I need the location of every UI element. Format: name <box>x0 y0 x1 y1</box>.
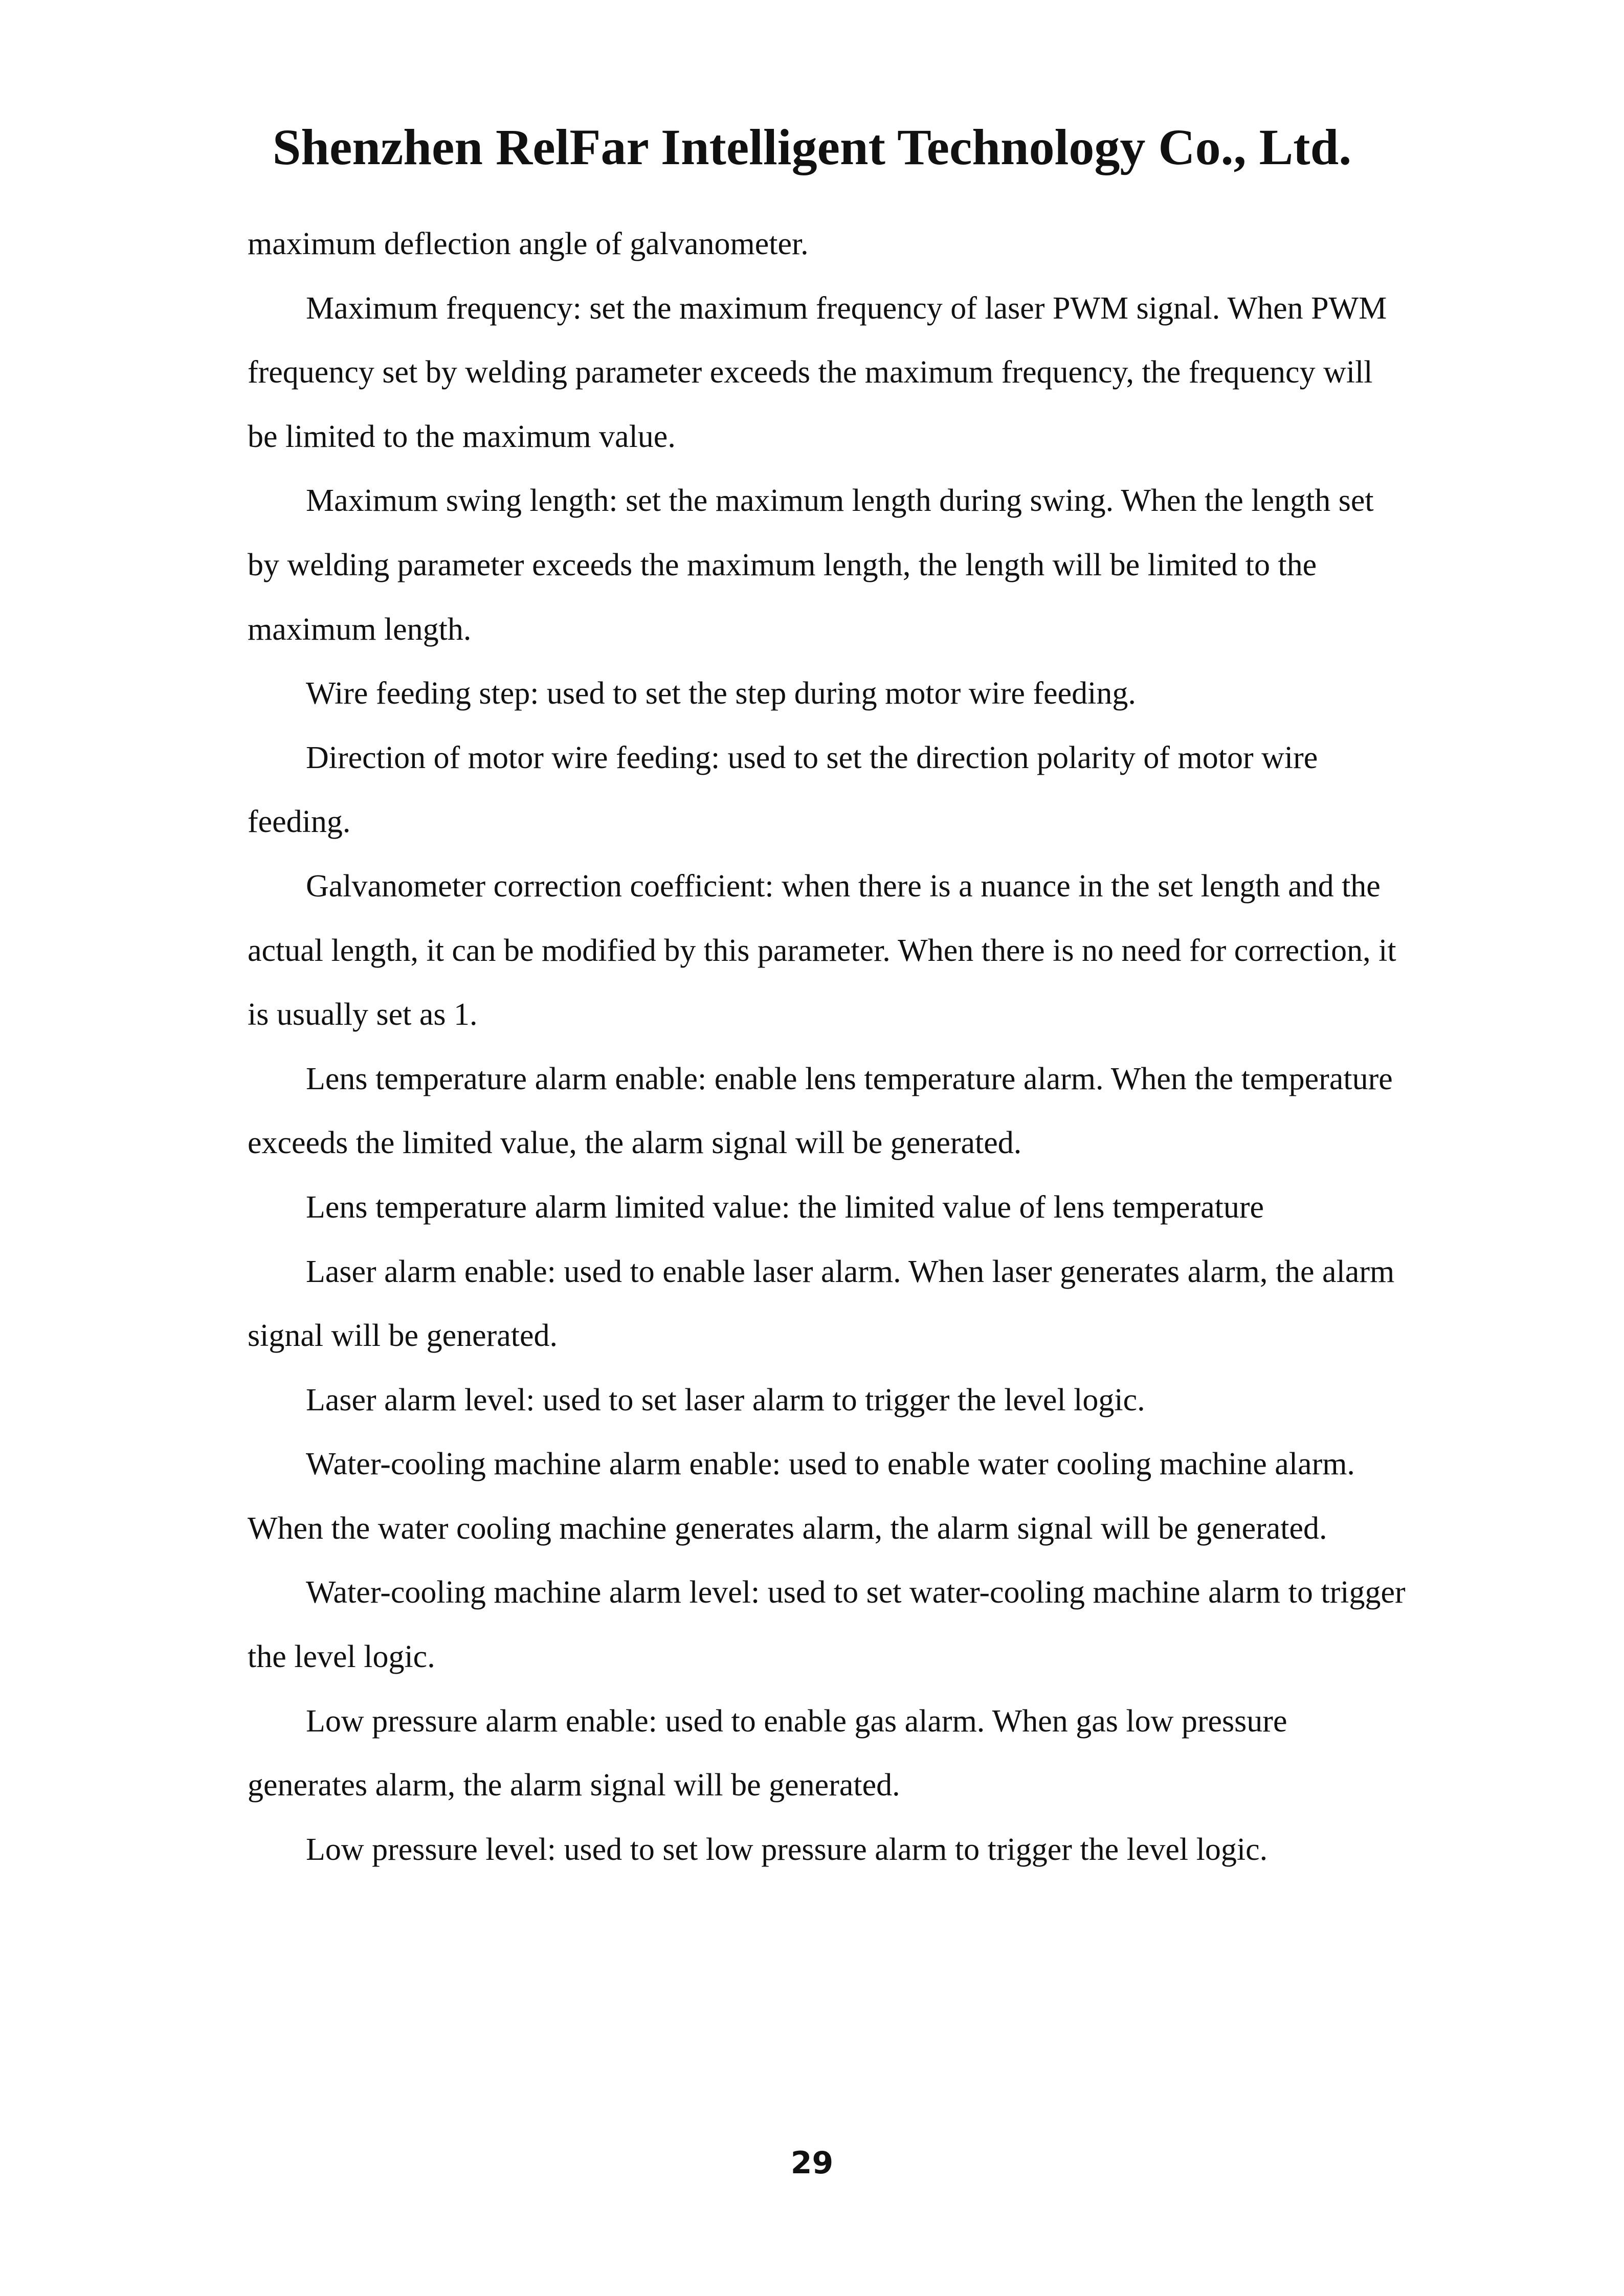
paragraph-water-cooling-alarm-enable: Water-cooling machine alarm enable: used to enable water cooling machine alarm. When the water cooling machine generates alarm, the alarm signal will be generated. <box>248 1447 1355 1546</box>
paragraph-laser-alarm-enable: Laser alarm enable: used to enable laser alarm. When laser generates alarm, the alarm signal will be generated. <box>248 1254 1395 1354</box>
page-header-company-name: Shenzhen RelFar Intelligent Technology Co., Ltd. <box>272 119 1352 175</box>
page-number: 29 <box>790 2145 834 2181</box>
paragraph-water-cooling-alarm-level: Water-cooling machine alarm level: used to set water-cooling machine alarm to trigger the level logic. <box>248 1575 1406 1675</box>
body-text <box>248 212 1409 1882</box>
paragraph-wire-feeding-direction: Direction of motor wire feeding: used to set the direction polarity of motor wire feeding. <box>248 740 1318 840</box>
paragraph-low-pressure-level: Low pressure level: used to set low pressure alarm to trigger the level logic. <box>306 1832 1268 1867</box>
paragraph-galvanometer-correction: Galvanometer correction coefficient: when there is a nuance in the set length and the actual length, it can be modified by this parameter. When there is no need for correction, it is usually set as 1. <box>248 868 1396 1032</box>
paragraph-maximum-swing-length: Maximum swing length: set the maximum length during swing. When the length set by welding parameter exceeds the maximum length, the length will be limited to the maximum length. <box>248 483 1374 647</box>
paragraph-low-pressure-alarm-enable: Low pressure alarm enable: used to enable gas alarm. When gas low pressure generates alarm, the alarm signal will be generated. <box>248 1703 1287 1803</box>
paragraph-wire-feeding-step: Wire feeding step: used to set the step during motor wire feeding. <box>306 676 1136 711</box>
paragraph-laser-alarm-level: Laser alarm level: used to set laser alarm to trigger the level logic. <box>306 1382 1145 1417</box>
paragraph-continuation: maximum deflection angle of galvanometer. <box>248 227 809 261</box>
paragraph-maximum-frequency: Maximum frequency: set the maximum frequency of laser PWM signal. When PWM frequency set by welding parameter exceeds the maximum frequency, the frequency will be limited to the maximum value. <box>248 290 1387 454</box>
paragraph-lens-temp-alarm-enable: Lens temperature alarm enable: enable lens temperature alarm. When the temperature exceeds the limited value, the alarm signal will be generated. <box>248 1061 1393 1161</box>
paragraph-lens-temp-alarm-limit: Lens temperature alarm limited value: the limited value of lens temperature <box>306 1189 1264 1225</box>
